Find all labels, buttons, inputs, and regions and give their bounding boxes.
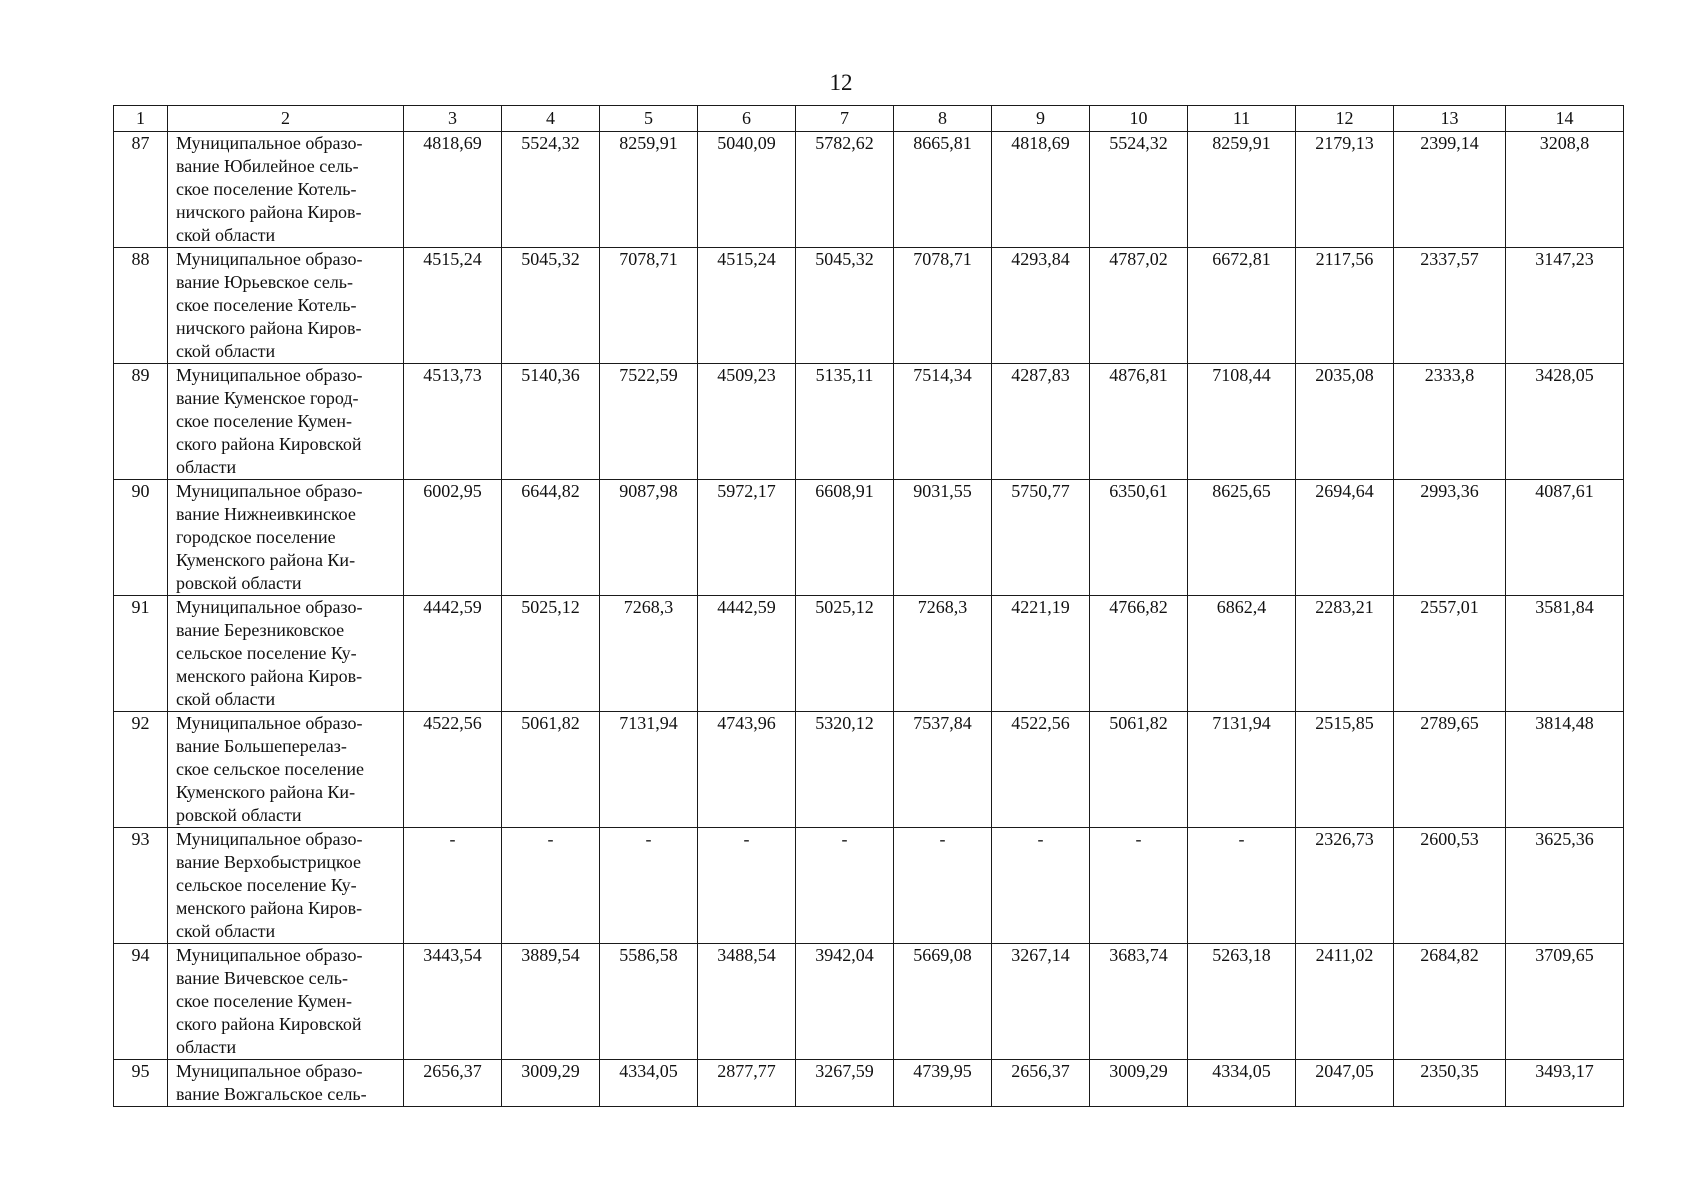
value-cell: 4509,23 xyxy=(698,364,796,480)
value-cell: 2350,35 xyxy=(1394,1060,1506,1107)
value-cell: 7522,59 xyxy=(600,364,698,480)
value-cell: 5750,77 xyxy=(992,480,1090,596)
value-cell: 2993,36 xyxy=(1394,480,1506,596)
value-cell: 3267,14 xyxy=(992,944,1090,1060)
municipality-name-line: Муниципальное образо- xyxy=(176,829,363,849)
value-cell: 3625,36 xyxy=(1506,828,1624,944)
municipality-name-line: вание Большеперелаз- xyxy=(176,736,347,756)
value-cell: - xyxy=(698,828,796,944)
value-cell: 2515,85 xyxy=(1296,712,1394,828)
column-header: 10 xyxy=(1090,106,1188,132)
value-cell: 2411,02 xyxy=(1296,944,1394,1060)
table-row xyxy=(114,944,1624,1060)
municipality-name-line: вание Вичевское сель- xyxy=(176,968,348,988)
municipality-name-line: ское поселение Котель- xyxy=(176,295,357,315)
municipality-name-line: ское сельское поселение xyxy=(176,759,364,779)
value-cell: 4743,96 xyxy=(698,712,796,828)
municipality-name-line: Муниципальное образо- xyxy=(176,249,363,269)
table-row xyxy=(114,480,1624,596)
column-header: 1 xyxy=(114,106,168,132)
value-cell: 4442,59 xyxy=(698,596,796,712)
value-cell: - xyxy=(404,828,502,944)
row-number: 92 xyxy=(114,712,168,828)
value-cell: 4515,24 xyxy=(698,248,796,364)
value-cell: 2035,08 xyxy=(1296,364,1394,480)
row-number: 94 xyxy=(114,944,168,1060)
value-cell: - xyxy=(600,828,698,944)
value-cell: 7108,44 xyxy=(1188,364,1296,480)
value-cell: 4442,59 xyxy=(404,596,502,712)
value-cell: 3147,23 xyxy=(1506,248,1624,364)
value-cell: 3493,17 xyxy=(1506,1060,1624,1107)
table-row xyxy=(114,1060,1624,1107)
value-cell: 5025,12 xyxy=(796,596,894,712)
municipality-name xyxy=(168,248,404,364)
row-number: 89 xyxy=(114,364,168,480)
value-cell: 5045,32 xyxy=(502,248,600,364)
value-cell: 5586,58 xyxy=(600,944,698,1060)
municipality-name-line: Муниципальное образо- xyxy=(176,133,363,153)
municipality-name xyxy=(168,944,404,1060)
municipality-name xyxy=(168,1060,404,1107)
value-cell: 2694,64 xyxy=(1296,480,1394,596)
municipality-name-line: области xyxy=(176,1037,237,1057)
value-cell: 4787,02 xyxy=(1090,248,1188,364)
value-cell: 3814,48 xyxy=(1506,712,1624,828)
value-cell: 5669,08 xyxy=(894,944,992,1060)
value-cell: 5524,32 xyxy=(502,132,600,248)
municipality-name-line: Муниципальное образо- xyxy=(176,597,363,617)
value-cell: - xyxy=(796,828,894,944)
value-cell: 7514,34 xyxy=(894,364,992,480)
value-cell: 2326,73 xyxy=(1296,828,1394,944)
row-number: 91 xyxy=(114,596,168,712)
municipality-name-line: вание Верхобыстрицкое xyxy=(176,852,361,872)
value-cell: 3581,84 xyxy=(1506,596,1624,712)
value-cell: - xyxy=(502,828,600,944)
value-cell: 2656,37 xyxy=(404,1060,502,1107)
municipality-name-line: вание Вожгальское сель- xyxy=(176,1084,367,1104)
value-cell: 7268,3 xyxy=(600,596,698,712)
value-cell: 5135,11 xyxy=(796,364,894,480)
municipality-name-line: ское поселение Кумен- xyxy=(176,411,352,431)
column-header: 5 xyxy=(600,106,698,132)
value-cell: - xyxy=(992,828,1090,944)
municipality-name-line: Муниципальное образо- xyxy=(176,1061,363,1081)
value-cell: 3009,29 xyxy=(502,1060,600,1107)
value-cell: 4739,95 xyxy=(894,1060,992,1107)
value-cell: 3009,29 xyxy=(1090,1060,1188,1107)
data-table xyxy=(113,105,1624,1107)
municipality-name-line: Муниципальное образо- xyxy=(176,365,363,385)
row-number: 87 xyxy=(114,132,168,248)
value-cell: 8625,65 xyxy=(1188,480,1296,596)
municipality-name-line: Куменского района Ки- xyxy=(176,782,356,802)
municipality-name xyxy=(168,596,404,712)
column-header: 6 xyxy=(698,106,796,132)
municipality-name-line: вание Юрьевское сель- xyxy=(176,272,354,292)
value-cell: 4818,69 xyxy=(992,132,1090,248)
municipality-name-line: городское поселение xyxy=(176,527,336,547)
municipality-name xyxy=(168,828,404,944)
column-header: 4 xyxy=(502,106,600,132)
value-cell: 4818,69 xyxy=(404,132,502,248)
municipality-name-line: ское поселение Кумен- xyxy=(176,991,352,1011)
value-cell: 4293,84 xyxy=(992,248,1090,364)
value-cell: 2684,82 xyxy=(1394,944,1506,1060)
value-cell: 5263,18 xyxy=(1188,944,1296,1060)
value-cell: 3208,8 xyxy=(1506,132,1624,248)
table-row xyxy=(114,132,1624,248)
value-cell: 4221,19 xyxy=(992,596,1090,712)
value-cell: 4522,56 xyxy=(992,712,1090,828)
value-cell: 7131,94 xyxy=(600,712,698,828)
table-row xyxy=(114,248,1624,364)
municipality-name-line: области xyxy=(176,457,237,477)
value-cell: 5040,09 xyxy=(698,132,796,248)
value-cell: 7078,71 xyxy=(600,248,698,364)
value-cell: 2789,65 xyxy=(1394,712,1506,828)
value-cell: 5972,17 xyxy=(698,480,796,596)
value-cell: 2117,56 xyxy=(1296,248,1394,364)
municipality-name-line: менского района Киров- xyxy=(176,666,363,686)
row-number: 95 xyxy=(114,1060,168,1107)
value-cell: 7268,3 xyxy=(894,596,992,712)
municipality-name-line: вание Куменское город- xyxy=(176,388,359,408)
municipality-name-line: ничского района Киров- xyxy=(176,202,362,222)
municipality-name-line: вание Юбилейное сель- xyxy=(176,156,359,176)
value-cell: 9031,55 xyxy=(894,480,992,596)
value-cell: 5061,82 xyxy=(502,712,600,828)
column-header: 14 xyxy=(1506,106,1624,132)
value-cell: 3443,54 xyxy=(404,944,502,1060)
municipality-name-line: ского района Кировской xyxy=(176,434,362,454)
value-cell: 5025,12 xyxy=(502,596,600,712)
value-cell: 4334,05 xyxy=(1188,1060,1296,1107)
value-cell: 4766,82 xyxy=(1090,596,1188,712)
column-header: 2 xyxy=(168,106,404,132)
value-cell: 9087,98 xyxy=(600,480,698,596)
municipality-name-line: ничского района Киров- xyxy=(176,318,362,338)
value-cell: 5061,82 xyxy=(1090,712,1188,828)
value-cell: 4522,56 xyxy=(404,712,502,828)
value-cell: - xyxy=(1090,828,1188,944)
row-number: 90 xyxy=(114,480,168,596)
value-cell: 7078,71 xyxy=(894,248,992,364)
column-header: 11 xyxy=(1188,106,1296,132)
value-cell: 2047,05 xyxy=(1296,1060,1394,1107)
column-header: 9 xyxy=(992,106,1090,132)
value-cell: 3889,54 xyxy=(502,944,600,1060)
value-cell: 3709,65 xyxy=(1506,944,1624,1060)
value-cell: 4287,83 xyxy=(992,364,1090,480)
table-row xyxy=(114,364,1624,480)
value-cell: 4334,05 xyxy=(600,1060,698,1107)
municipality-name-line: вание Березниковское xyxy=(176,620,345,640)
value-cell: 2557,01 xyxy=(1394,596,1506,712)
value-cell: 4513,73 xyxy=(404,364,502,480)
value-cell: 6350,61 xyxy=(1090,480,1188,596)
value-cell: 6608,91 xyxy=(796,480,894,596)
value-cell: 3428,05 xyxy=(1506,364,1624,480)
value-cell: - xyxy=(894,828,992,944)
value-cell: 6862,4 xyxy=(1188,596,1296,712)
header-row xyxy=(114,106,1624,132)
value-cell: 2337,57 xyxy=(1394,248,1506,364)
value-cell: 3267,59 xyxy=(796,1060,894,1107)
table-row xyxy=(114,596,1624,712)
municipality-name-line: Куменского района Ки- xyxy=(176,550,356,570)
table-row xyxy=(114,828,1624,944)
value-cell: 2656,37 xyxy=(992,1060,1090,1107)
column-header: 12 xyxy=(1296,106,1394,132)
value-cell: 2877,77 xyxy=(698,1060,796,1107)
municipality-name-line: ской области xyxy=(176,689,276,709)
value-cell: 7537,84 xyxy=(894,712,992,828)
value-cell: 5524,32 xyxy=(1090,132,1188,248)
value-cell: 8259,91 xyxy=(600,132,698,248)
municipality-name xyxy=(168,132,404,248)
municipality-name-line: ровской области xyxy=(176,805,302,825)
column-header: 13 xyxy=(1394,106,1506,132)
municipality-name-line: сельское поселение Ку- xyxy=(176,643,357,663)
value-cell: 5045,32 xyxy=(796,248,894,364)
row-number: 88 xyxy=(114,248,168,364)
value-cell: 2333,8 xyxy=(1394,364,1506,480)
value-cell: 8665,81 xyxy=(894,132,992,248)
value-cell: 6644,82 xyxy=(502,480,600,596)
municipality-name xyxy=(168,364,404,480)
value-cell: 4087,61 xyxy=(1506,480,1624,596)
municipality-name xyxy=(168,712,404,828)
value-cell: - xyxy=(1188,828,1296,944)
value-cell: 3488,54 xyxy=(698,944,796,1060)
value-cell: 5140,36 xyxy=(502,364,600,480)
value-cell: 5782,62 xyxy=(796,132,894,248)
value-cell: 4876,81 xyxy=(1090,364,1188,480)
municipality-name-line: менского района Киров- xyxy=(176,898,363,918)
value-cell: 2283,21 xyxy=(1296,596,1394,712)
municipality-name-line: Муниципальное образо- xyxy=(176,481,363,501)
municipality-name-line: ского района Кировской xyxy=(176,1014,362,1034)
municipality-name-line: Муниципальное образо- xyxy=(176,713,363,733)
municipality-name-line: ровской области xyxy=(176,573,302,593)
value-cell: 4515,24 xyxy=(404,248,502,364)
municipality-name-line: сельское поселение Ку- xyxy=(176,875,357,895)
value-cell: 8259,91 xyxy=(1188,132,1296,248)
municipality-name-line: ской области xyxy=(176,341,276,361)
municipality-name-line: вание Нижнеивкинское xyxy=(176,504,356,524)
value-cell: 5320,12 xyxy=(796,712,894,828)
page-number: 12 xyxy=(829,70,853,95)
value-cell: 2399,14 xyxy=(1394,132,1506,248)
value-cell: 2179,13 xyxy=(1296,132,1394,248)
table-row xyxy=(114,712,1624,828)
column-header: 3 xyxy=(404,106,502,132)
column-header: 8 xyxy=(894,106,992,132)
value-cell: 6002,95 xyxy=(404,480,502,596)
value-cell: 6672,81 xyxy=(1188,248,1296,364)
municipality-name-line: ской области xyxy=(176,921,276,941)
value-cell: 7131,94 xyxy=(1188,712,1296,828)
municipality-name-line: ской области xyxy=(176,225,276,245)
column-header: 7 xyxy=(796,106,894,132)
value-cell: 2600,53 xyxy=(1394,828,1506,944)
municipality-name-line: Муниципальное образо- xyxy=(176,945,363,965)
municipality-name-line: ское поселение Котель- xyxy=(176,179,357,199)
value-cell: 3683,74 xyxy=(1090,944,1188,1060)
municipality-name xyxy=(168,480,404,596)
value-cell: 3942,04 xyxy=(796,944,894,1060)
row-number: 93 xyxy=(114,828,168,944)
